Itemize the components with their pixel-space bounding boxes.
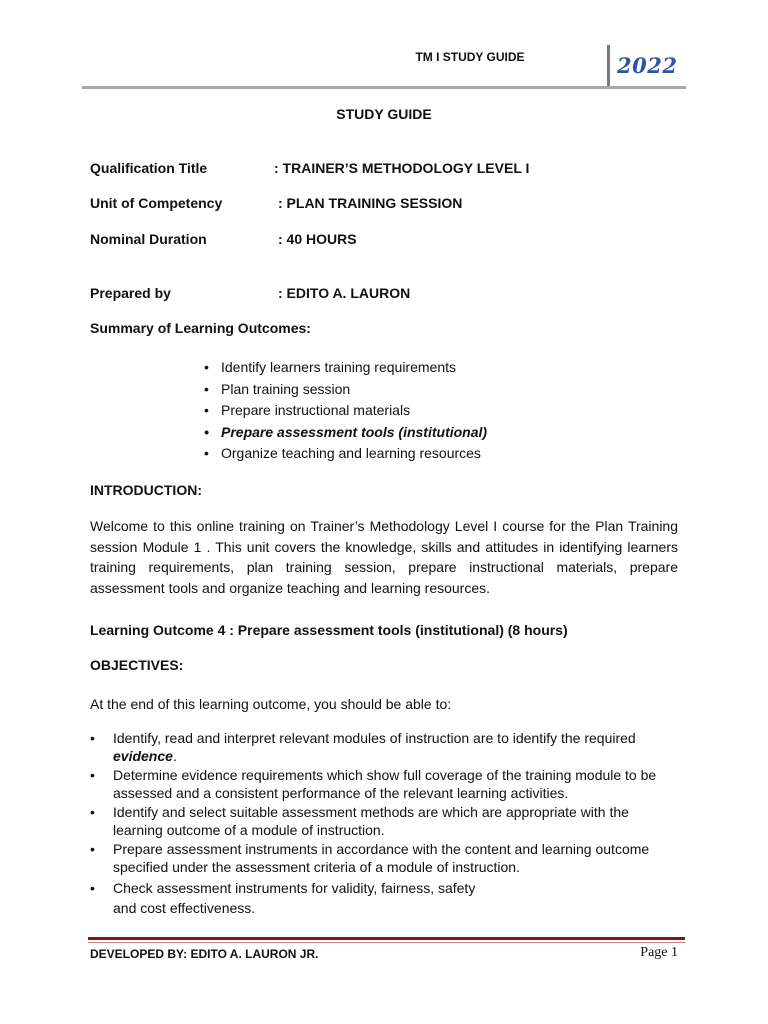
list-item: • Identify and select suitable assessment methods are which are appropriate with the learning outcome of a module of instruction. bbox=[90, 804, 680, 839]
footer-rule-thin bbox=[88, 942, 685, 943]
header-year: 2022 bbox=[617, 53, 678, 78]
qualification-value: : TRAINER’S METHODOLOGY LEVEL I bbox=[274, 160, 530, 176]
list-item: • Determine evidence requirements which show full coverage of the training module to be assessed and a consistent performance of the relevant learning activities. bbox=[90, 767, 680, 802]
objective-text: Identify, read and interpret relevant modules of instruction are to identify the required bbox=[113, 730, 636, 746]
document-title: STUDY GUIDE bbox=[336, 106, 432, 122]
list-item: • Prepare assessment tools (institutional) bbox=[203, 423, 487, 445]
list-item: • Organize teaching and learning resources bbox=[203, 444, 487, 466]
list-item: • Plan training session bbox=[203, 380, 487, 402]
footer-rule bbox=[88, 937, 685, 940]
learning-outcome-heading: Learning Outcome 4 : Prepare assessment tools (institutional) (8 hours) bbox=[90, 622, 568, 638]
objective-punctuation: . bbox=[172, 747, 177, 764]
prepared-value: : EDITO A. LAURON bbox=[278, 285, 411, 301]
header-title: TM I STUDY GUIDE bbox=[415, 50, 525, 64]
objectives-intro: At the end of this learning outcome, you should be able to: bbox=[90, 696, 452, 712]
objectives-list bbox=[90, 730, 680, 920]
list-item bbox=[90, 730, 680, 765]
footer-developed-by: DEVELOPED BY: EDITO A. LAURON JR. bbox=[90, 947, 319, 961]
header-divider bbox=[607, 45, 610, 88]
duration-label: Nominal Duration bbox=[90, 231, 207, 247]
unit-label: Unit of Competency bbox=[90, 195, 223, 211]
unit-value: : PLAN TRAINING SESSION bbox=[278, 195, 463, 211]
objective-emphasis: evidence bbox=[113, 747, 173, 764]
list-item: • Identify learners training requirements bbox=[203, 358, 487, 380]
footer-page-number: Page 1 bbox=[640, 945, 678, 960]
introduction-body: Welcome to this online training on Trainer’s Methodology Level I course for the Plan Training session Module 1 . This unit covers the knowledge, skills and attitudes in identifying learners training requirements, plan training session, prepare instructional materials, prepare assessment tools and organize teaching and learning resources. bbox=[90, 518, 678, 596]
introduction-heading: INTRODUCTION: bbox=[90, 482, 202, 498]
prepared-label: Prepared by bbox=[90, 285, 171, 301]
duration-value: : 40 HOURS bbox=[278, 231, 357, 247]
qualification-label: Qualification Title bbox=[90, 160, 208, 176]
summary-heading: Summary of Learning Outcomes: bbox=[90, 320, 311, 336]
list-item: • Check assessment instruments for validity, fairness, safety and cost effectiveness. bbox=[90, 878, 680, 918]
objectives-heading: OBJECTIVES: bbox=[90, 657, 184, 673]
list-item: • Prepare assessment instruments in accordance with the content and learning outcome specified under the assessment criteria of a module of instruction. bbox=[90, 841, 680, 876]
list-item: • Prepare instructional materials bbox=[203, 401, 487, 423]
learning-outcomes-list bbox=[203, 358, 487, 466]
header-rule bbox=[82, 86, 686, 89]
